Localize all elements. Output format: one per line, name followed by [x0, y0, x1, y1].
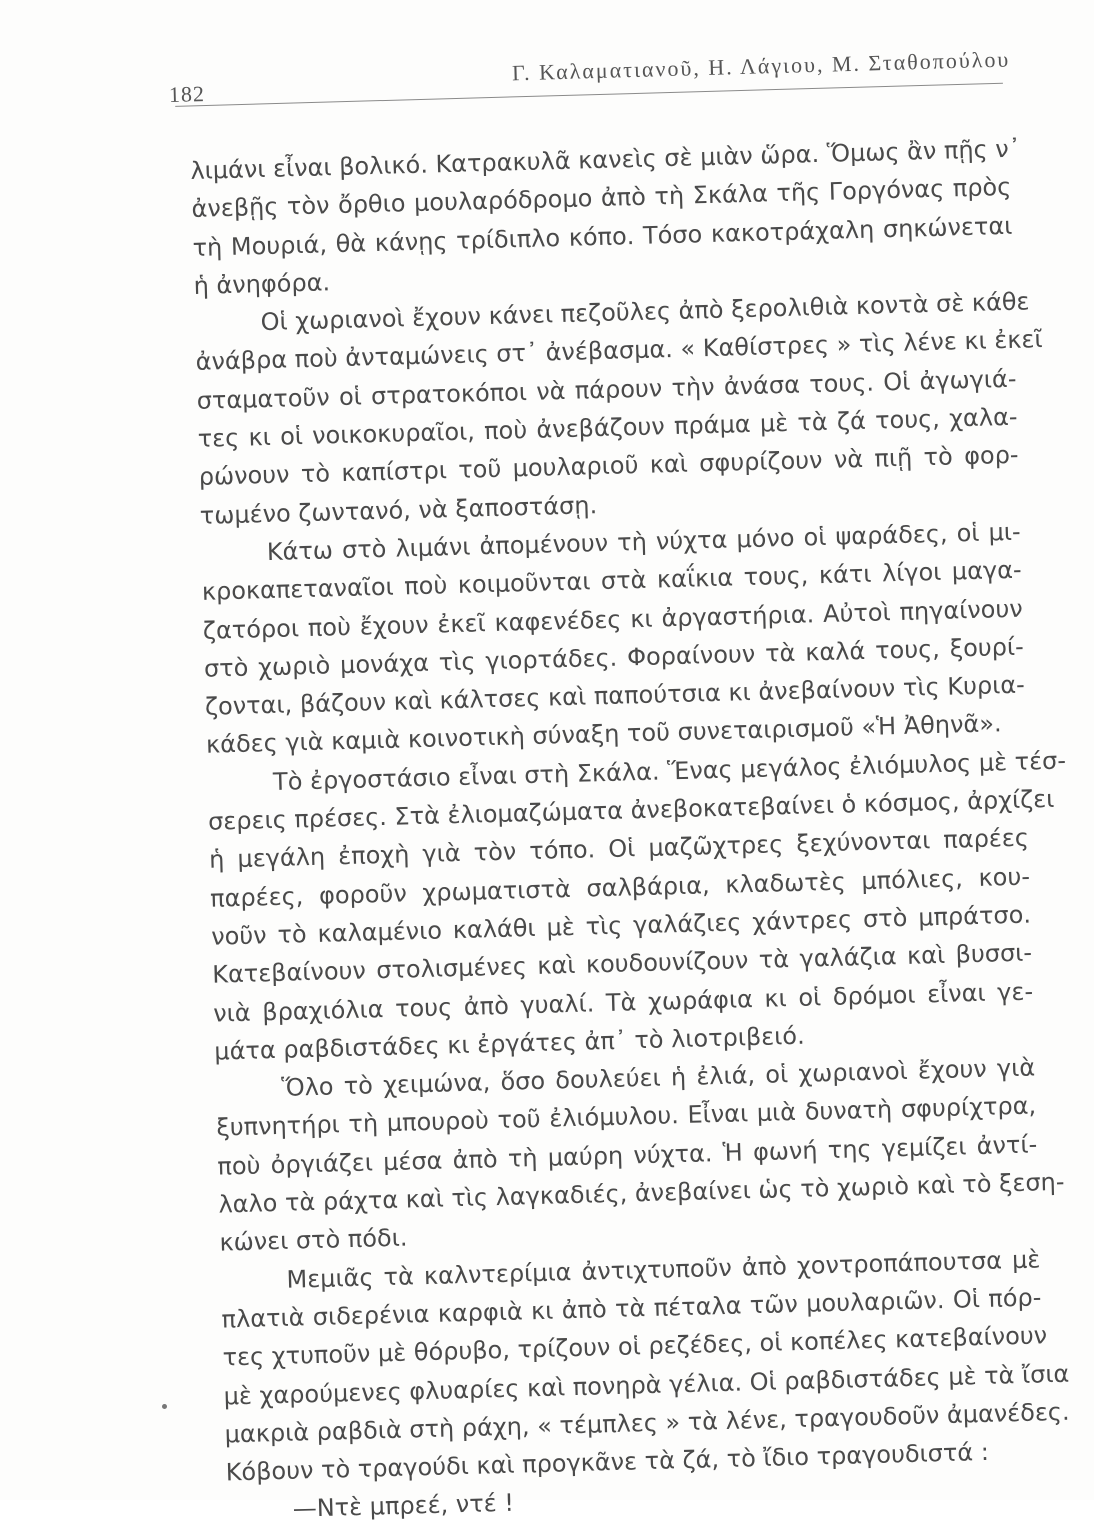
- text-line: τὴ Μουριά, θὰ κάνῃς τρίδιπλο κόπο. Τόσο κακοτράχαλη σηκώνεται: [192, 211, 1013, 262]
- text-line: πλατιὰ σιδερένια καρφιὰ κι ἀπὸ τὰ πέταλα τῶν μουλαριῶν. Οἱ πόρ-: [221, 1283, 1042, 1334]
- text-line: νοῦν τὸ καλαμένιο καλάθι μὲ τὶς γαλάζιες χάντρες στὸ μπράτσο.: [210, 900, 1032, 951]
- text-line: τες χτυποῦν μὲ θόρυβο, τρίζουν οἱ ρεζέδες, οἱ κοπέλες κατεβαίνουν: [222, 1321, 1048, 1372]
- text-line: Τὸ ἐργοστάσιο εἶναι στὴ Σκάλα. Ἕνας μεγάλος ἐλιόμυλος μὲ τέσ-: [272, 746, 1067, 796]
- text-line: σερεις πρέσες. Στὰ ἐλιομαζώματα ἀνεβοκατεβαίνει ὁ κόσμος, ἀρχίζει: [207, 784, 1055, 836]
- scan-speck: [162, 1404, 167, 1409]
- text-line: μάτα ραβδιστάδες κι ἐργάτες ἀπ᾿ τὸ λιοτριβειό.: [213, 1021, 805, 1066]
- text-line: ποὺ ὀργιάζει μέσα ἀπὸ τὴ μαύρη νύχτα. Ἡ φωνή της γεμίζει ἀντί-: [217, 1130, 1038, 1181]
- text-line: Οἱ χωριανοὶ ἔχουν κάνει πεζοῦλες ἀπὸ ξερολιθιὰ κοντὰ σὲ κάθε: [260, 287, 1030, 337]
- text-line: κάδες γιὰ καμιὰ κοινοτικὴ σύναξη τοῦ συνεταιρισμοῦ «Ἡ Ἀθηνᾶ».: [205, 709, 1002, 760]
- text-line: στὸ χωριὸ μονάχα τὶς γιορτάδες. Φοραίνουν τὰ καλά τους, ξουρί-: [203, 632, 1025, 683]
- text-line: Ὅλο τὸ χειμώνα, ὅσο δουλεύει ἡ ἐλιά, οἱ χωριανοὶ ἔχουν γιὰ: [280, 1053, 1036, 1102]
- text-line: κροκαπεταναῖοι ποὺ κοιμοῦνται στὰ καΐκια τους, κάτι λίγοι μαγα-: [201, 555, 1022, 607]
- text-line: ἀνάβρα ποὺ ἀνταμώνεις στ᾿ ἀνέβασμα. « Καθίστρες » τὶς λένε κι ἐκεῖ: [195, 325, 1043, 377]
- running-head: Γ. Καλαματιανοῦ, Η. Λάγιου, Μ. Σταθοπούλου: [511, 46, 1011, 86]
- text-line: ἡ μεγάλη ἐποχὴ γιὰ τὸν τόπο. Οἱ μαζῶχτρες ξεχύνονται παρέες: [208, 823, 1030, 875]
- text-line: ζονται, βάζουν καὶ κάλτσες καὶ παπούτσια κι ἀνεβαίνουν τὶς Κυρια-: [204, 670, 1026, 721]
- text-line: παρέες, φοροῦν χρωματιστὰ σαλβάρια, κλαδωτὲς μπόλιες, κου-: [209, 862, 1031, 913]
- text-line: Κόβουν τὸ τραγούδι καὶ προγκᾶνε τὰ ζά, τὸ ἴδιο τραγουδιστά :: [225, 1437, 990, 1487]
- text-line: λαλο τὰ ράχτα καὶ τὶς λαγκαδιές, ἀνεβαίνει ὡς τὸ χωριὸ καὶ τὸ ξεση-: [218, 1167, 1065, 1219]
- text-line: Μεμιᾶς τὰ καλντερίμια ἀντιχτυποῦν ἀπὸ χοντροπάπουτσα μὲ: [286, 1245, 1041, 1294]
- text-line: τες κι οἱ νοικοκυραῖοι, ποὺ ἀνεβάζουν πράμα μὲ τὰ ζά τους, χαλα-: [197, 402, 1018, 453]
- text-line: ἀνεβῇς τὸν ὄρθιο μουλαρόδρομο ἀπὸ τὴ Σκάλα τῆς Γοργόνας πρὸς: [191, 173, 1012, 224]
- text-line: —Ντὲ μπρεέ, ντέ !: [292, 1489, 515, 1524]
- page-header: [168, 38, 1011, 109]
- text-line: μὲ χαρούμενες φλυαρίες καὶ πονηρὰ γέλια. Οἱ ραβδιστάδες μὲ τὰ ἴσια: [223, 1359, 1070, 1411]
- body-text: [190, 130, 1070, 1530]
- text-line: λιμάνι εἶναι βολικό. Κατρακυλᾶ κανεὶς σὲ μιὰν ὥρα. Ὅμως ἂν πῇς ν᾿: [190, 134, 1022, 185]
- text-line: νιὰ βραχιόλια τους ἀπὸ γυαλί. Τὰ χωράφια κι οἱ δρόμοι εἶναι γε-: [212, 977, 1034, 1028]
- text-line: Κατεβαίνουν στολισμένες καὶ κουδουνίζουν τὰ γαλάζια καὶ βυσσι-: [211, 938, 1033, 989]
- text-line: τωμένο ζωντανό, νὰ ξαποστάσῃ.: [199, 490, 598, 530]
- text-line: κώνει στὸ πόδι.: [219, 1223, 408, 1257]
- text-line: ξυπνητήρι τὴ μπουροὺ τοῦ ἐλιόμυλου. Εἶναι μιὰ δυνατὴ σφυρίχτρα,: [216, 1091, 1037, 1143]
- text-line: ζατόροι ποὺ ἔχουν ἐκεῖ καφενέδες κι ἀργαστήρια. Αὐτοὶ πηγαίνουν: [202, 594, 1024, 645]
- text-line: ἡ ἀνηφόρα.: [193, 268, 331, 300]
- page-number: 182: [168, 80, 206, 107]
- text-line: μακριὰ ραβδιὰ στὴ ράχη, « τέμπλες » τὰ λένε, τραγουδοῦν ἀμανέδες.: [224, 1397, 1070, 1449]
- text-line: Κάτω στὸ λιμάνι ἀπομένουν τὴ νύχτα μόνο οἱ ψαράδες, οἱ μι-: [266, 517, 1021, 567]
- header-rule: [175, 83, 1003, 107]
- text-line: σταματοῦν οἱ στρατοκόποι νὰ πάρουν τὴν ἀνάσα τους. Οἱ ἀγωγιά-: [196, 364, 1017, 415]
- text-line: ρώνουν τὸ καπίστρι τοῦ μουλαριοῦ καὶ σφυρίζουν νὰ πιῇ τὸ φορ-: [198, 441, 1019, 492]
